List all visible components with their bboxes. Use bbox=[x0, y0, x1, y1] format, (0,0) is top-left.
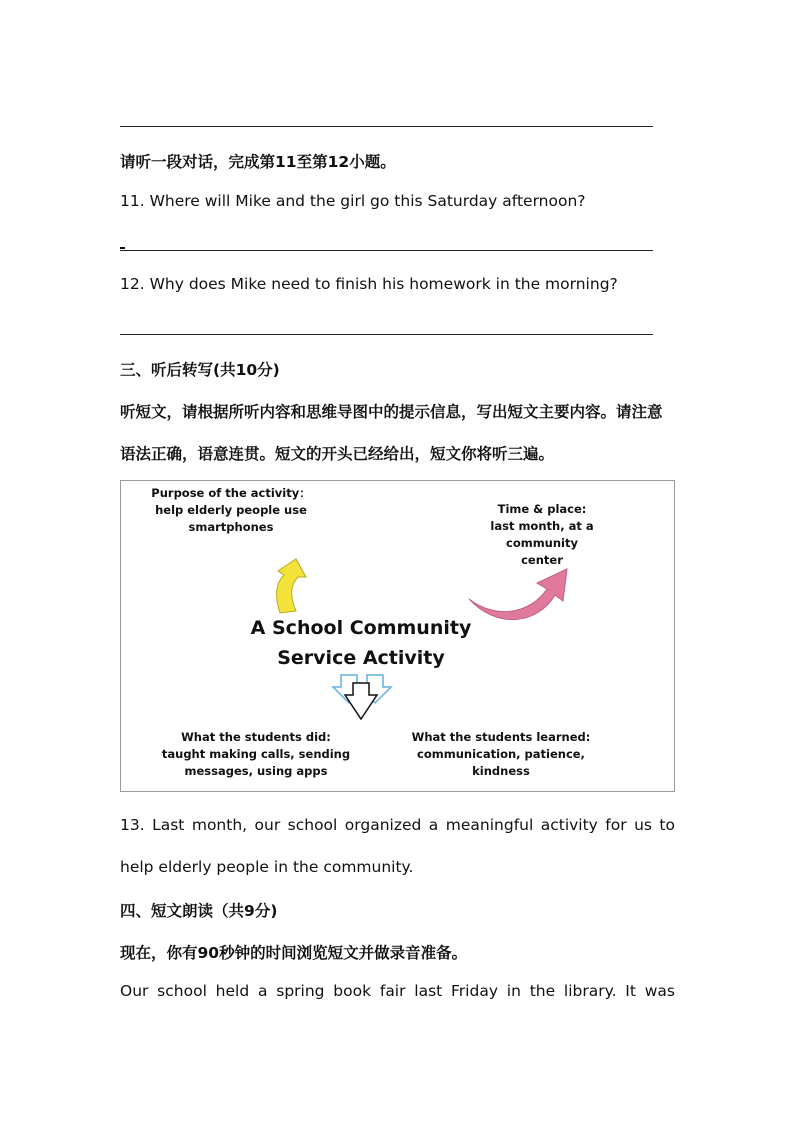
answer-line-12[interactable] bbox=[120, 334, 653, 335]
section4-instruction: 现在，你有90秒钟的时间浏览短文并做录音准备。 bbox=[120, 944, 468, 962]
down-arrows-icon bbox=[331, 673, 395, 723]
time-place-line1: last month, at a community bbox=[490, 519, 594, 550]
q13-line2: help elderly people in the community. bbox=[120, 858, 414, 876]
yellow-up-arrow-icon bbox=[266, 555, 310, 615]
answer-line-top bbox=[120, 126, 653, 127]
students-did-line1: taught making calls, sending bbox=[161, 747, 351, 761]
mind-map-title bbox=[241, 613, 481, 673]
dialog-instruction: 请听一段对话，完成第11至第12小题。 bbox=[120, 153, 396, 171]
purpose-line1: help elderly people use bbox=[155, 503, 307, 517]
mind-map-title-line1: A School Community bbox=[250, 617, 472, 639]
students-learned-heading: What the students learned: bbox=[411, 730, 591, 744]
question-11: 11. Where will Mike and the girl go this Saturday afternoon? bbox=[120, 192, 586, 210]
answer-tick-mark bbox=[120, 247, 125, 249]
time-place-heading: Time & place: bbox=[497, 502, 587, 516]
students-did-line2: messages, using apps bbox=[184, 764, 328, 778]
purpose-heading: Purpose of the activity： bbox=[151, 486, 311, 500]
section4-heading: 四、短文朗读（共9分) bbox=[120, 902, 278, 920]
purpose-box bbox=[141, 485, 321, 536]
passage-line1: Our school held a spring book fair last Friday in the library. It was bbox=[120, 982, 675, 1000]
section3-instruction-line1: 听短文，请根据所听内容和思维导图中的提示信息，写出短文主要内容。请注意 bbox=[120, 403, 663, 421]
students-did-heading: What the students did: bbox=[181, 730, 331, 744]
mind-map bbox=[120, 480, 675, 792]
question-12: 12. Why does Mike need to finish his homework in the morning? bbox=[120, 275, 618, 293]
students-learned-line1: communication, patience, bbox=[417, 747, 585, 761]
time-place-box bbox=[457, 501, 627, 569]
students-learned-line2: kindness bbox=[472, 764, 530, 778]
students-learned-box bbox=[411, 729, 591, 780]
purpose-line2: smartphones bbox=[188, 520, 274, 534]
answer-line-11[interactable] bbox=[120, 250, 653, 251]
section3-heading: 三、听后转写(共10分) bbox=[120, 361, 280, 379]
students-did-box bbox=[161, 729, 351, 780]
q13-line1: 13. Last month, our school organized a meaningful activity for us to bbox=[120, 816, 675, 834]
time-place-line2: center bbox=[521, 553, 563, 567]
pink-curved-arrow-icon bbox=[467, 565, 571, 627]
section3-instruction-line2: 语法正确，语意连贯。短文的开头已经给出，短文你将听三遍。 bbox=[120, 445, 555, 463]
mind-map-title-line2: Service Activity bbox=[277, 647, 445, 669]
